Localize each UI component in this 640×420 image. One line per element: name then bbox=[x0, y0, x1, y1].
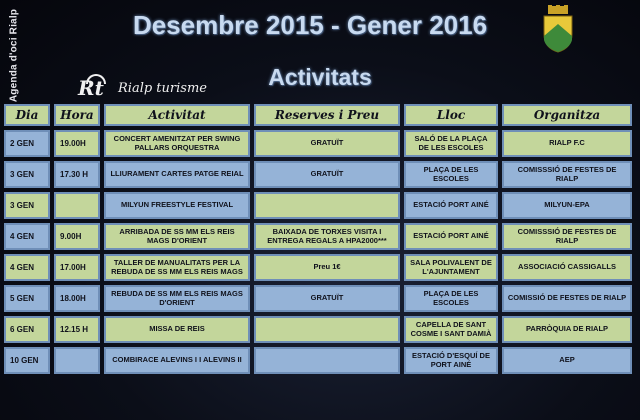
cell-dia: 10 GEN bbox=[4, 347, 50, 374]
cell-activitat: MISSA DE REIS bbox=[104, 316, 250, 343]
cell-organitza: PARRÒQUIA DE RIALP bbox=[502, 316, 632, 343]
activities-table bbox=[4, 104, 636, 374]
page-subtitle: Activitats bbox=[268, 64, 372, 90]
rialp-turisme-logo bbox=[78, 73, 248, 103]
cell-hora: 17.30 H bbox=[54, 161, 100, 188]
cell-reserves: GRATUÏT bbox=[254, 285, 400, 312]
coat-of-arms-icon bbox=[540, 4, 576, 54]
header-activitat: Activitat bbox=[104, 104, 250, 126]
cell-organitza: ASSOCIACIÓ CASSIGALLS bbox=[502, 254, 632, 281]
cell-lloc: CAPELLA DE SANT COSME I SANT DAMIÀ bbox=[404, 316, 498, 343]
cell-organitza: AEP bbox=[502, 347, 632, 374]
cell-lloc: PLAÇA DE LES ESCOLES bbox=[404, 161, 498, 188]
cell-hora: 12.15 H bbox=[54, 316, 100, 343]
cell-dia: 6 GEN bbox=[4, 316, 50, 343]
cell-reserves: GRATUÏT bbox=[254, 130, 400, 157]
cell-lloc: ESTACIÓ PORT AINÉ bbox=[404, 223, 498, 250]
header-lloc: Lloc bbox=[404, 104, 498, 126]
cell-activitat: LLIURAMENT CARTES PATGE REIAL bbox=[104, 161, 250, 188]
cell-lloc: ESTACIÓ D'ESQUÍ DE PORT AINÉ bbox=[404, 347, 498, 374]
cell-hora: 19.00H bbox=[54, 130, 100, 157]
cell-organitza: RIALP F.C bbox=[502, 130, 632, 157]
cell-dia: 2 GEN bbox=[4, 130, 50, 157]
cell-reserves: GRATUÏT bbox=[254, 161, 400, 188]
cell-reserves: BAIXADA DE TORXES VISITA I ENTREGA REGALS A HPA2000*** bbox=[254, 223, 400, 250]
header-hora: Hora bbox=[54, 104, 100, 126]
cell-dia: 3 GEN bbox=[4, 161, 50, 188]
cell-hora bbox=[54, 347, 100, 374]
cell-activitat: TALLER DE MANUALITATS PER LA REBUDA DE SS MM ELS REIS MAGS bbox=[104, 254, 250, 281]
cell-activitat: COMBIRACE ALEVINS I I ALEVINS II bbox=[104, 347, 250, 374]
side-label: Agenda d'oci Rialp bbox=[8, 8, 20, 103]
header-organitza: Organitza bbox=[502, 104, 632, 126]
cell-dia: 5 GEN bbox=[4, 285, 50, 312]
page-title: Desembre 2015 - Gener 2016 bbox=[132, 10, 488, 40]
cell-organitza: COMISSIÓ DE FESTES DE RIALP bbox=[502, 285, 632, 312]
cell-reserves bbox=[254, 316, 400, 343]
header-dia: Dia bbox=[4, 104, 50, 126]
cell-organitza: COMISSSIÓ DE FESTES DE RIALP bbox=[502, 161, 632, 188]
cell-dia: 4 GEN bbox=[4, 254, 50, 281]
cell-hora bbox=[54, 192, 100, 219]
cell-dia: 4 GEN bbox=[4, 223, 50, 250]
cell-reserves bbox=[254, 192, 400, 219]
cell-organitza: MILYUN-EPA bbox=[502, 192, 632, 219]
cell-activitat: ARRIBADA DE SS MM ELS REIS MAGS D'ORIENT bbox=[104, 223, 250, 250]
cell-organitza: COMISSSIÓ DE FESTES DE RIALP bbox=[502, 223, 632, 250]
cell-dia: 3 GEN bbox=[4, 192, 50, 219]
cell-lloc: SALÓ DE LA PLAÇA DE LES ESCOLES bbox=[404, 130, 498, 157]
brand-name: Rialp turisme bbox=[118, 81, 207, 96]
cell-hora: 9.00H bbox=[54, 223, 100, 250]
header-reserves: Reserves i Preu bbox=[254, 104, 400, 126]
cell-reserves bbox=[254, 347, 400, 374]
cell-reserves: Preu 1€ bbox=[254, 254, 400, 281]
cell-lloc: PLAÇA DE LES ESCOLES bbox=[404, 285, 498, 312]
cell-lloc: ESTACIÓ PORT AINÉ bbox=[404, 192, 498, 219]
cell-hora: 17.00H bbox=[54, 254, 100, 281]
cell-activitat: REBUDA DE SS MM ELS REIS MAGS D'ORIENT bbox=[104, 285, 250, 312]
rt-logo-icon: Rt bbox=[78, 73, 114, 103]
cell-activitat: MILYUN FREESTYLE FESTIVAL bbox=[104, 192, 250, 219]
cell-activitat: CONCERT AMENITZAT PER SWING PALLARS ORQUESTRA bbox=[104, 130, 250, 157]
cell-hora: 18.00H bbox=[54, 285, 100, 312]
cell-lloc: SALA POLIVALENT DE L'AJUNTAMENT bbox=[404, 254, 498, 281]
